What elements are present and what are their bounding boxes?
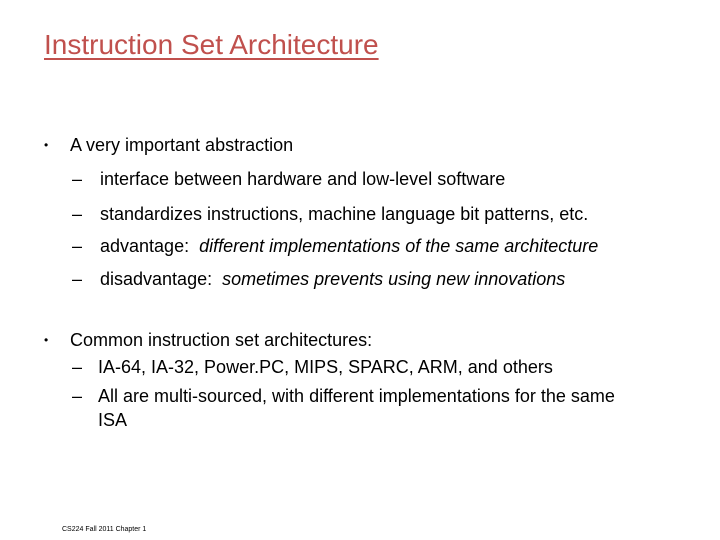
bullet-item bbox=[44, 134, 293, 156]
dash-icon: – bbox=[72, 357, 83, 377]
bullet-text: A very important abstraction bbox=[70, 135, 294, 155]
dash-icon: – bbox=[72, 236, 83, 256]
dash-icon: – bbox=[72, 204, 83, 224]
sub-item-text: IA-64, IA-32, Power.PC, MIPS, SPARC, ARM, and others bbox=[98, 357, 553, 377]
sub-item bbox=[72, 168, 505, 190]
sub-item-text: All are multi-sourced, with different implementations for the same bbox=[98, 386, 615, 406]
sub-item bbox=[72, 385, 615, 407]
dash-icon: – bbox=[72, 269, 83, 289]
slide-footer: CS224 Fall 2011 Chapter 1 bbox=[62, 526, 147, 533]
sub-item-label: disadvantage: bbox=[100, 269, 223, 289]
bullet-item bbox=[44, 329, 372, 351]
sub-item-label: advantage: bbox=[100, 236, 200, 256]
sub-item bbox=[72, 356, 553, 378]
sub-item-text: interface between hardware and low-level software bbox=[100, 169, 506, 189]
slide-title: Instruction Set Architecture bbox=[44, 29, 379, 60]
sub-item bbox=[72, 203, 588, 225]
bullet-text: Common instruction set architectures: bbox=[70, 330, 373, 350]
sub-item-text: standardizes instructions, machine language bit patterns, etc. bbox=[100, 204, 589, 224]
bullet-icon: • bbox=[44, 333, 49, 347]
sub-item bbox=[72, 268, 565, 290]
sub-item-continuation: ISA bbox=[98, 410, 128, 430]
dash-icon: – bbox=[72, 169, 83, 189]
sub-item-emphasis: different implementations of the same architecture bbox=[199, 236, 599, 256]
bullet-icon: • bbox=[44, 138, 49, 152]
dash-icon: – bbox=[72, 386, 83, 406]
sub-item bbox=[72, 235, 598, 257]
sub-item-emphasis: sometimes prevents using new innovations bbox=[222, 269, 566, 289]
